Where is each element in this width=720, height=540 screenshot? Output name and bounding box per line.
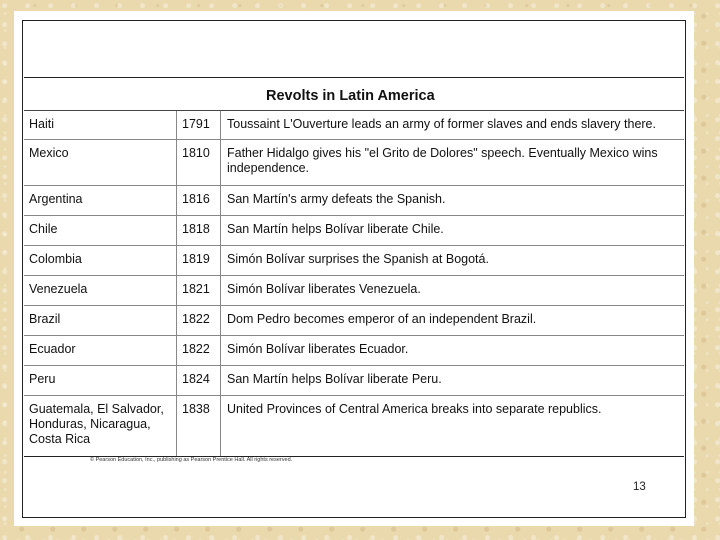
place-cell: Haiti [29, 117, 55, 131]
place-cell: Venezuela [29, 282, 88, 296]
event-cell: San Martín helps Bolívar liberate Chile. [220, 216, 684, 245]
event-cell: Father Hidalgo gives his "el Grito de Dolores" speech. Eventually Mexico wins independence. [220, 140, 684, 185]
place-cell: Mexico [29, 146, 69, 160]
copyright-notice: © Pearson Education, Inc., publishing as Pearson Prentice Hall. All rights reserved. [90, 457, 293, 463]
table-row [24, 186, 684, 216]
year-cell: 1822 [176, 306, 220, 335]
slide [14, 11, 694, 526]
event-cell: Toussaint L'Ouverture leads an army of former slaves and ends slavery there. [220, 111, 684, 139]
event-cell: Simón Bolívar liberates Ecuador. [220, 336, 684, 365]
place-cell: Guatemala, El Salvador, Honduras, Nicaragua, Costa Rica [29, 402, 164, 446]
place-cell: Argentina [29, 192, 83, 206]
place-cell: Colombia [29, 252, 82, 266]
table-row [24, 111, 684, 140]
table-row [24, 336, 684, 366]
event-cell: Simón Bolívar liberates Venezuela. [220, 276, 684, 305]
year-cell: 1810 [176, 140, 220, 185]
place-cell: Chile [29, 222, 58, 236]
year-cell: 1822 [176, 336, 220, 365]
event-cell: San Martín's army defeats the Spanish. [220, 186, 684, 215]
event-cell: Simón Bolívar surprises the Spanish at Bogotá. [220, 246, 684, 275]
event-cell: United Provinces of Central America breaks into separate republics. [220, 396, 684, 456]
table-row [24, 396, 684, 456]
year-cell: 1816 [176, 186, 220, 215]
page-number: 13 [633, 481, 646, 493]
place-cell: Ecuador [29, 342, 76, 356]
table-row [24, 140, 684, 186]
table-row [24, 246, 684, 276]
event-cell: San Martín helps Bolívar liberate Peru. [220, 366, 684, 395]
table-row [24, 276, 684, 306]
table-row [24, 216, 684, 246]
event-cell: Dom Pedro becomes emperor of an independent Brazil. [220, 306, 684, 335]
year-cell: 1819 [176, 246, 220, 275]
table-title: Revolts in Latin America [24, 78, 684, 111]
year-cell: 1821 [176, 276, 220, 305]
year-cell: 1838 [176, 396, 220, 456]
year-cell: 1818 [176, 216, 220, 245]
table-row [24, 366, 684, 396]
place-cell: Brazil [29, 312, 61, 326]
year-cell: 1791 [176, 111, 220, 139]
place-cell: Peru [29, 372, 56, 386]
year-cell: 1824 [176, 366, 220, 395]
revolts-table [24, 77, 684, 457]
table-row [24, 306, 684, 336]
